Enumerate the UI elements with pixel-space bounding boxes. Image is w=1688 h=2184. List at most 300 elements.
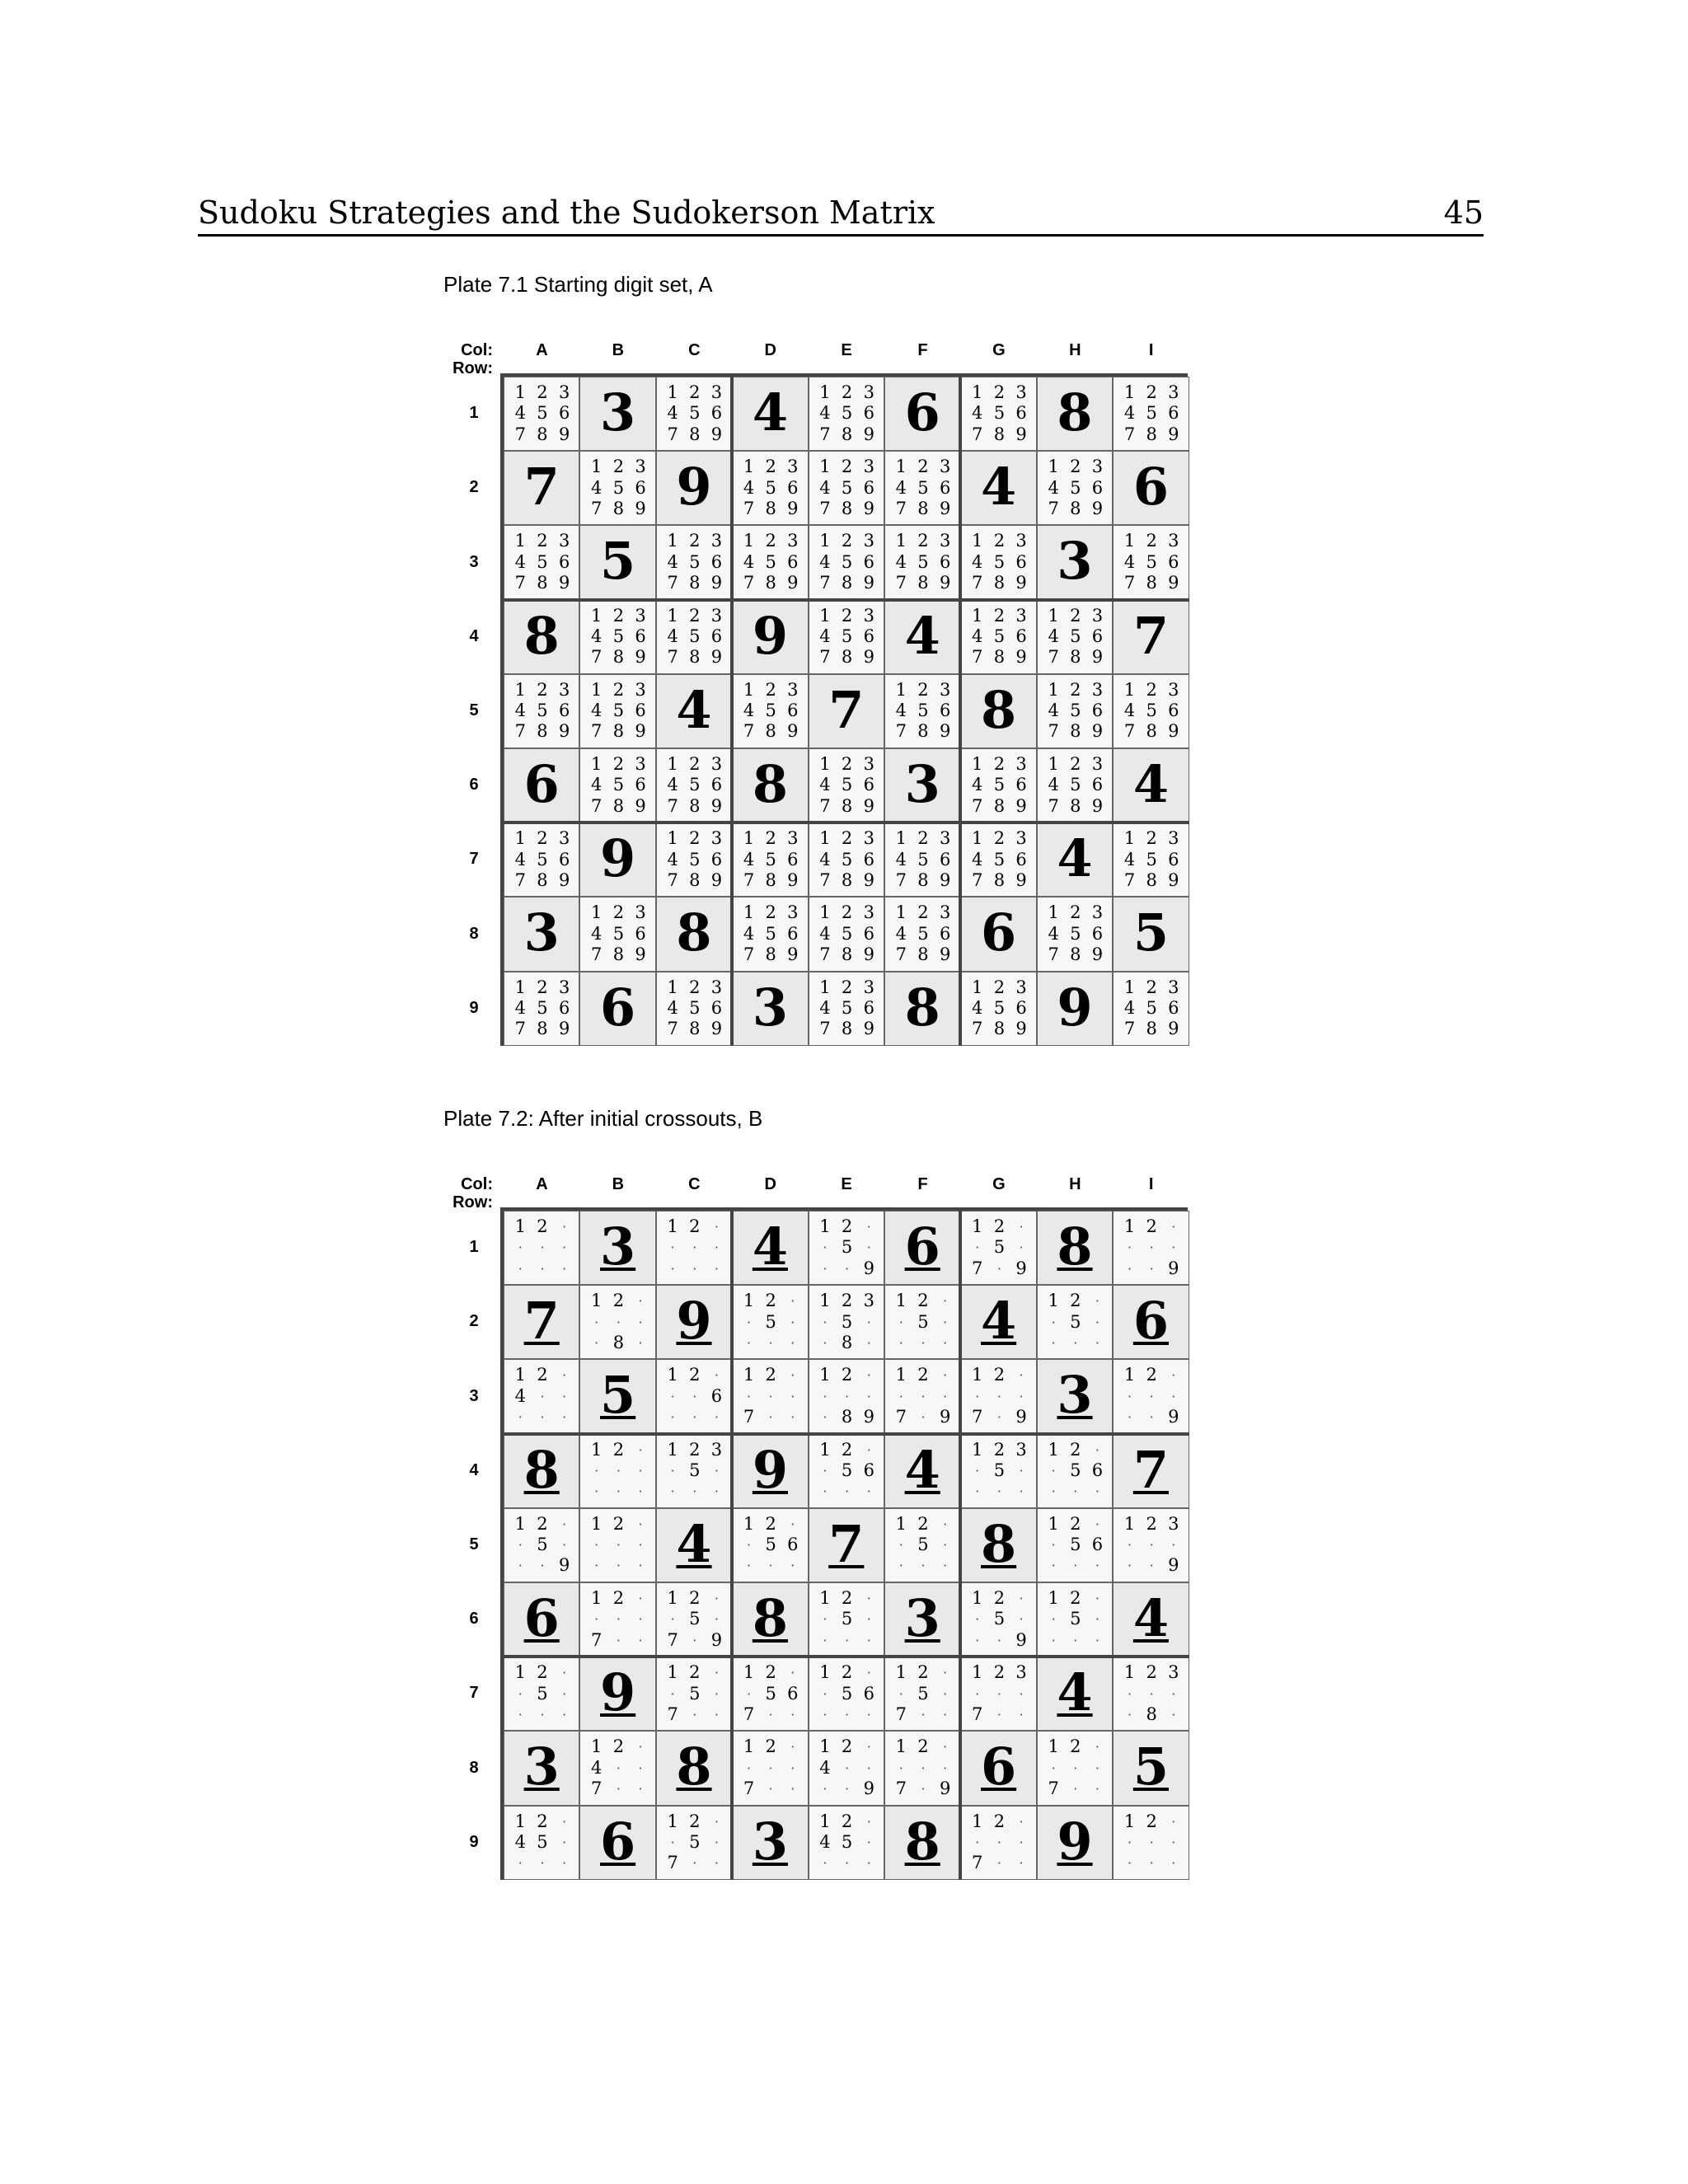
candidate-5: 5 <box>765 849 776 869</box>
candidate-list <box>738 1365 804 1427</box>
cell-C2[interactable] <box>656 1285 732 1359</box>
candidate-5: 5 <box>612 775 625 795</box>
row-label: Row: <box>452 359 493 377</box>
candidate-9: 9 <box>863 944 874 965</box>
cell-F8[interactable] <box>884 1731 960 1805</box>
candidate-2: 2 <box>765 828 776 849</box>
candidate-5: 5 <box>1070 1460 1081 1480</box>
cell-E6[interactable] <box>809 1582 884 1657</box>
candidate-6: 6 <box>1168 997 1179 1018</box>
candidate-list <box>966 1365 1032 1427</box>
cell-H7[interactable] <box>1037 1657 1113 1731</box>
cell-D5[interactable] <box>732 1508 808 1582</box>
cell-G8[interactable] <box>960 1731 1036 1805</box>
cell-B3[interactable] <box>579 525 655 599</box>
given-digit: 8 <box>752 754 788 814</box>
cell-E2[interactable] <box>809 1285 884 1359</box>
candidate-3: 3 <box>558 531 570 551</box>
cell-I5[interactable] <box>1113 674 1189 748</box>
cell-E4[interactable] <box>809 1434 884 1508</box>
candidate-6: · <box>638 1314 643 1330</box>
candidate-3: 3 <box>863 754 874 774</box>
running-title: Sudoku Strategies and the Sudokerson Matrix <box>198 194 935 231</box>
cell-D9[interactable] <box>732 1806 808 1880</box>
given-digit: 8 <box>676 1736 712 1797</box>
cell-A1[interactable] <box>504 1211 579 1285</box>
cell-G3[interactable] <box>960 525 1036 599</box>
cell-D1[interactable] <box>732 1211 808 1285</box>
cell-I6[interactable] <box>1113 1582 1189 1657</box>
candidate-3: 3 <box>710 1439 723 1460</box>
cell-B5[interactable] <box>579 674 655 748</box>
candidate-5: · <box>996 1388 1001 1404</box>
candidate-8: 8 <box>993 424 1006 444</box>
cell-G2[interactable] <box>960 451 1036 525</box>
candidate-6: 6 <box>939 701 951 721</box>
cell-C2[interactable] <box>656 451 732 525</box>
candidate-6: 6 <box>1015 403 1027 424</box>
cell-D3[interactable] <box>732 1359 808 1433</box>
cell-C3[interactable] <box>656 525 732 599</box>
cell-B8[interactable] <box>579 897 655 971</box>
cell-D6[interactable] <box>732 748 808 823</box>
candidate-7: · <box>746 1334 752 1351</box>
cell-H1[interactable] <box>1037 1211 1113 1285</box>
candidate-9: · <box>943 1334 948 1351</box>
cell-F2[interactable] <box>884 1285 960 1359</box>
candidate-2: 2 <box>841 828 853 849</box>
cell-C9[interactable] <box>656 972 732 1046</box>
cell-C4[interactable] <box>656 600 732 674</box>
cell-H7[interactable] <box>1037 823 1113 897</box>
candidate-6: · <box>943 1388 948 1404</box>
sudoku-grid <box>500 1207 1188 1880</box>
candidate-7: · <box>823 1334 828 1351</box>
cell-D3[interactable] <box>732 525 808 599</box>
cell-G4[interactable] <box>960 600 1036 674</box>
cell-A7[interactable] <box>504 823 579 897</box>
row-header-1: 1 <box>469 1238 479 1257</box>
candidate-5: 5 <box>841 551 853 572</box>
given-digit: 8 <box>904 977 940 1038</box>
candidate-7: 7 <box>514 424 527 444</box>
candidate-4: · <box>823 1685 828 1702</box>
candidate-3: · <box>638 1293 643 1310</box>
cell-F1[interactable] <box>884 377 960 451</box>
cell-H1[interactable] <box>1037 377 1113 451</box>
cell-D6[interactable] <box>732 1582 808 1657</box>
cell-I2[interactable] <box>1113 1285 1189 1359</box>
cell-B3[interactable] <box>579 1359 655 1433</box>
candidate-9: · <box>866 1483 871 1500</box>
candidate-7: 7 <box>1123 573 1136 593</box>
candidate-2: 2 <box>1070 754 1081 774</box>
cell-C7[interactable] <box>656 1657 732 1731</box>
cell-F9[interactable] <box>884 972 960 1046</box>
cell-I5[interactable] <box>1113 1508 1189 1582</box>
candidate-2: 2 <box>537 1365 548 1385</box>
cell-H4[interactable] <box>1037 600 1113 674</box>
candidate-5: 5 <box>765 551 776 572</box>
cell-B1[interactable] <box>579 1211 655 1285</box>
cell-I6[interactable] <box>1113 748 1189 823</box>
cell-A2[interactable] <box>504 1285 579 1359</box>
cell-C5[interactable] <box>656 1508 732 1582</box>
candidate-5: 5 <box>1070 1609 1081 1629</box>
candidate-2: 2 <box>1070 457 1081 477</box>
cell-H3[interactable] <box>1037 525 1113 599</box>
cell-E9[interactable] <box>809 1806 884 1880</box>
candidate-3: · <box>714 1813 719 1830</box>
cell-H6[interactable] <box>1037 1582 1113 1657</box>
cell-D7[interactable] <box>732 1657 808 1731</box>
candidate-7: 7 <box>895 1779 907 1799</box>
cell-A1[interactable] <box>504 377 579 451</box>
candidate-1: 1 <box>972 1588 983 1608</box>
cell-C4[interactable] <box>656 1434 732 1508</box>
candidate-1: 1 <box>743 679 755 700</box>
cell-D8[interactable] <box>732 1731 808 1805</box>
cell-D8[interactable] <box>732 897 808 971</box>
candidate-9: 9 <box>1168 721 1179 742</box>
candidate-7: · <box>518 1409 523 1426</box>
cell-B2[interactable] <box>579 1285 655 1359</box>
candidate-5: 5 <box>689 1460 701 1480</box>
cell-G8[interactable] <box>960 897 1036 971</box>
candidate-8: · <box>768 1558 773 1574</box>
candidate-1: 1 <box>1123 1513 1136 1534</box>
cell-A8[interactable] <box>504 897 579 971</box>
candidate-2: 2 <box>537 531 548 551</box>
candidate-1: 1 <box>667 1662 678 1683</box>
candidate-2: 2 <box>1146 531 1157 551</box>
candidate-2: 2 <box>612 1588 625 1608</box>
cell-D2[interactable] <box>732 1285 808 1359</box>
candidate-5: · <box>996 1685 1001 1702</box>
candidate-1: 1 <box>591 902 603 923</box>
cell-D5[interactable] <box>732 674 808 748</box>
cell-E8[interactable] <box>809 1731 884 1805</box>
candidate-2: 2 <box>537 1662 548 1683</box>
box-divider <box>730 377 734 1046</box>
cell-E2[interactable] <box>809 451 884 525</box>
candidate-1: 1 <box>819 1216 831 1236</box>
cell-C5[interactable] <box>656 674 732 748</box>
candidate-5: 5 <box>689 403 701 424</box>
cell-B9[interactable] <box>579 972 655 1046</box>
cell-H9[interactable] <box>1037 1806 1113 1880</box>
candidate-3: · <box>866 1813 871 1830</box>
cell-F5[interactable] <box>884 674 960 748</box>
cell-G9[interactable] <box>960 1806 1036 1880</box>
cell-F4[interactable] <box>884 1434 960 1508</box>
column-header-D: D <box>764 341 776 359</box>
candidate-4: 4 <box>514 849 527 869</box>
cell-E5[interactable] <box>809 674 884 748</box>
cell-C8[interactable] <box>656 897 732 971</box>
cell-I9[interactable] <box>1113 1806 1189 1880</box>
candidate-4: · <box>975 1685 980 1702</box>
candidate-4: · <box>746 1537 752 1554</box>
cell-E4[interactable] <box>809 600 884 674</box>
cell-D2[interactable] <box>732 451 808 525</box>
cell-F1[interactable] <box>884 1211 960 1285</box>
cell-A7[interactable] <box>504 1657 579 1731</box>
candidate-4: · <box>1051 1462 1056 1479</box>
cell-A3[interactable] <box>504 1359 579 1433</box>
candidate-4: 4 <box>1048 701 1059 721</box>
cell-E3[interactable] <box>809 525 884 599</box>
cell-G6[interactable] <box>960 748 1036 823</box>
cell-E7[interactable] <box>809 823 884 897</box>
candidate-5: 5 <box>537 551 548 572</box>
cell-C6[interactable] <box>656 1582 732 1657</box>
cell-B4[interactable] <box>579 1434 655 1508</box>
candidate-list <box>1118 977 1184 1040</box>
cell-I3[interactable] <box>1113 1359 1189 1433</box>
candidate-7: 7 <box>667 1019 678 1039</box>
cell-E9[interactable] <box>809 972 884 1046</box>
candidate-9: 9 <box>1168 424 1179 444</box>
cell-H8[interactable] <box>1037 1731 1113 1805</box>
candidate-list <box>585 457 651 519</box>
given-digit: 4 <box>981 457 1017 518</box>
candidate-list <box>1043 606 1109 668</box>
cell-I2[interactable] <box>1113 451 1189 525</box>
cell-G6[interactable] <box>960 1582 1036 1657</box>
candidate-2: 2 <box>1070 1291 1081 1311</box>
cell-C8[interactable] <box>656 1731 732 1805</box>
cell-F7[interactable] <box>884 1657 960 1731</box>
cell-D1[interactable] <box>732 377 808 451</box>
cell-G1[interactable] <box>960 1211 1036 1285</box>
cell-D7[interactable] <box>732 823 808 897</box>
candidate-4: 4 <box>972 403 983 424</box>
candidate-5: 5 <box>993 1460 1006 1480</box>
cell-I1[interactable] <box>1113 1211 1189 1285</box>
candidate-7: 7 <box>895 869 907 890</box>
cell-I8[interactable] <box>1113 897 1189 971</box>
candidate-1: 1 <box>972 1365 983 1385</box>
candidate-1: 1 <box>819 1588 831 1608</box>
candidate-4: · <box>898 1388 903 1404</box>
cell-I3[interactable] <box>1113 525 1189 599</box>
candidate-list <box>585 1514 651 1577</box>
cell-E3[interactable] <box>809 1359 884 1433</box>
cell-B6[interactable] <box>579 1582 655 1657</box>
cell-C1[interactable] <box>656 1211 732 1285</box>
cell-E8[interactable] <box>809 897 884 971</box>
cell-H8[interactable] <box>1037 897 1113 971</box>
candidate-4: 4 <box>591 701 603 721</box>
candidate-list <box>509 1216 575 1279</box>
cell-I4[interactable] <box>1113 600 1189 674</box>
given-digit: 9 <box>1057 977 1093 1038</box>
cell-G7[interactable] <box>960 823 1036 897</box>
candidate-6: · <box>714 1462 719 1479</box>
cell-A6[interactable] <box>504 748 579 823</box>
cell-D9[interactable] <box>732 972 808 1046</box>
row-header-5: 5 <box>469 1535 479 1554</box>
candidate-5: 5 <box>689 1609 701 1629</box>
cell-A5[interactable] <box>504 1508 579 1582</box>
cell-E6[interactable] <box>809 748 884 823</box>
candidate-5: 5 <box>917 551 929 572</box>
candidate-9: · <box>562 1260 567 1277</box>
cell-B7[interactable] <box>579 1657 655 1731</box>
cell-D4[interactable] <box>732 1434 808 1508</box>
candidate-1: 1 <box>743 1365 755 1385</box>
cell-F6[interactable] <box>884 1582 960 1657</box>
candidate-5: · <box>921 1760 926 1776</box>
candidate-2: 2 <box>1146 1811 1157 1831</box>
cell-B6[interactable] <box>579 748 655 823</box>
cell-F4[interactable] <box>884 600 960 674</box>
candidate-9: · <box>638 1483 643 1500</box>
candidate-6: · <box>562 1240 567 1256</box>
cell-I7[interactable] <box>1113 1657 1189 1731</box>
cell-A9[interactable] <box>504 1806 579 1880</box>
cell-B7[interactable] <box>579 823 655 897</box>
cell-E7[interactable] <box>809 1657 884 1731</box>
cell-E5[interactable] <box>809 1508 884 1582</box>
cell-I7[interactable] <box>1113 823 1189 897</box>
cell-H6[interactable] <box>1037 748 1113 823</box>
cell-A5[interactable] <box>504 674 579 748</box>
candidate-list <box>1118 680 1184 743</box>
cell-F6[interactable] <box>884 748 960 823</box>
candidate-5: 5 <box>537 849 548 869</box>
candidate-4: · <box>1051 1537 1056 1554</box>
cell-D4[interactable] <box>732 600 808 674</box>
candidate-5: 5 <box>993 997 1006 1018</box>
cell-A2[interactable] <box>504 451 579 525</box>
cell-G5[interactable] <box>960 1508 1036 1582</box>
candidate-3: 3 <box>1015 605 1027 626</box>
column-header-H: H <box>1069 341 1081 359</box>
candidate-1: 1 <box>743 1291 755 1311</box>
cell-H9[interactable] <box>1037 972 1113 1046</box>
candidate-8: · <box>768 1781 773 1797</box>
candidate-5: 5 <box>993 403 1006 424</box>
candidate-3: 3 <box>1168 679 1179 700</box>
cell-G9[interactable] <box>960 972 1036 1046</box>
column-header-C: C <box>688 341 701 359</box>
cell-C6[interactable] <box>656 748 732 823</box>
candidate-7: 7 <box>895 1407 907 1427</box>
candidate-list <box>966 754 1032 817</box>
cell-H4[interactable] <box>1037 1434 1113 1508</box>
candidate-3: 3 <box>939 679 951 700</box>
cell-C3[interactable] <box>656 1359 732 1433</box>
cell-I1[interactable] <box>1113 377 1189 451</box>
cell-G5[interactable] <box>960 674 1036 748</box>
candidate-7: 7 <box>514 869 527 890</box>
candidate-list <box>966 977 1032 1040</box>
candidate-9: 9 <box>939 1407 951 1427</box>
candidate-1: 1 <box>667 382 678 402</box>
candidate-4: · <box>1127 1537 1132 1554</box>
candidate-5: 5 <box>612 477 625 498</box>
candidate-1: 1 <box>819 977 831 997</box>
candidate-7: 7 <box>514 573 527 593</box>
cell-H2[interactable] <box>1037 451 1113 525</box>
cell-F5[interactable] <box>884 1508 960 1582</box>
candidate-6: 6 <box>787 923 799 944</box>
cell-B8[interactable] <box>579 1731 655 1805</box>
cell-C1[interactable] <box>656 377 732 451</box>
cell-F3[interactable] <box>884 1359 960 1433</box>
cell-E1[interactable] <box>809 377 884 451</box>
cell-G4[interactable] <box>960 1434 1036 1508</box>
candidate-5: 5 <box>1070 775 1081 795</box>
given-digit: 3 <box>752 977 788 1038</box>
candidate-6: 6 <box>939 923 951 944</box>
cell-I4[interactable] <box>1113 1434 1189 1508</box>
cell-G7[interactable] <box>960 1657 1036 1731</box>
candidate-list <box>585 1440 651 1502</box>
candidate-9: 9 <box>1015 1019 1027 1039</box>
candidate-2: 2 <box>917 531 929 551</box>
cell-F9[interactable] <box>884 1806 960 1880</box>
cell-G3[interactable] <box>960 1359 1036 1433</box>
cell-A9[interactable] <box>504 972 579 1046</box>
candidate-3: · <box>1019 1367 1024 1384</box>
cell-C9[interactable] <box>656 1806 732 1880</box>
candidate-8: 8 <box>689 424 701 444</box>
cell-B5[interactable] <box>579 1508 655 1582</box>
candidate-1: 1 <box>819 902 831 923</box>
candidate-8: 8 <box>612 795 625 816</box>
cell-B2[interactable] <box>579 451 655 525</box>
cell-A4[interactable] <box>504 600 579 674</box>
cell-I9[interactable] <box>1113 972 1189 1046</box>
cell-G2[interactable] <box>960 1285 1036 1359</box>
cell-A8[interactable] <box>504 1731 579 1805</box>
candidate-9: 9 <box>558 573 570 593</box>
cell-H5[interactable] <box>1037 1508 1113 1582</box>
candidate-6: 6 <box>787 477 799 498</box>
candidate-3: 3 <box>1091 754 1104 774</box>
candidate-3: 3 <box>1015 828 1027 849</box>
cell-A3[interactable] <box>504 525 579 599</box>
cell-F2[interactable] <box>884 451 960 525</box>
candidate-list <box>1043 1514 1109 1577</box>
cell-A4[interactable] <box>504 1434 579 1508</box>
candidate-8: 8 <box>689 1019 701 1039</box>
candidate-7: · <box>823 1409 828 1426</box>
cell-B9[interactable] <box>579 1806 655 1880</box>
cell-F8[interactable] <box>884 897 960 971</box>
cell-H5[interactable] <box>1037 674 1113 748</box>
cell-E1[interactable] <box>809 1211 884 1285</box>
cell-H2[interactable] <box>1037 1285 1113 1359</box>
candidate-4: 4 <box>972 775 983 795</box>
cell-C7[interactable] <box>656 823 732 897</box>
cell-G1[interactable] <box>960 377 1036 451</box>
candidate-2: 2 <box>917 679 929 700</box>
candidate-7: 7 <box>972 1704 983 1724</box>
cell-B4[interactable] <box>579 600 655 674</box>
cell-H3[interactable] <box>1037 1359 1113 1433</box>
cell-I8[interactable] <box>1113 1731 1189 1805</box>
cell-F3[interactable] <box>884 525 960 599</box>
cell-A6[interactable] <box>504 1582 579 1657</box>
cell-F7[interactable] <box>884 823 960 897</box>
cell-B1[interactable] <box>579 377 655 451</box>
candidate-2: 2 <box>537 1216 548 1236</box>
candidate-9: · <box>714 1855 719 1872</box>
